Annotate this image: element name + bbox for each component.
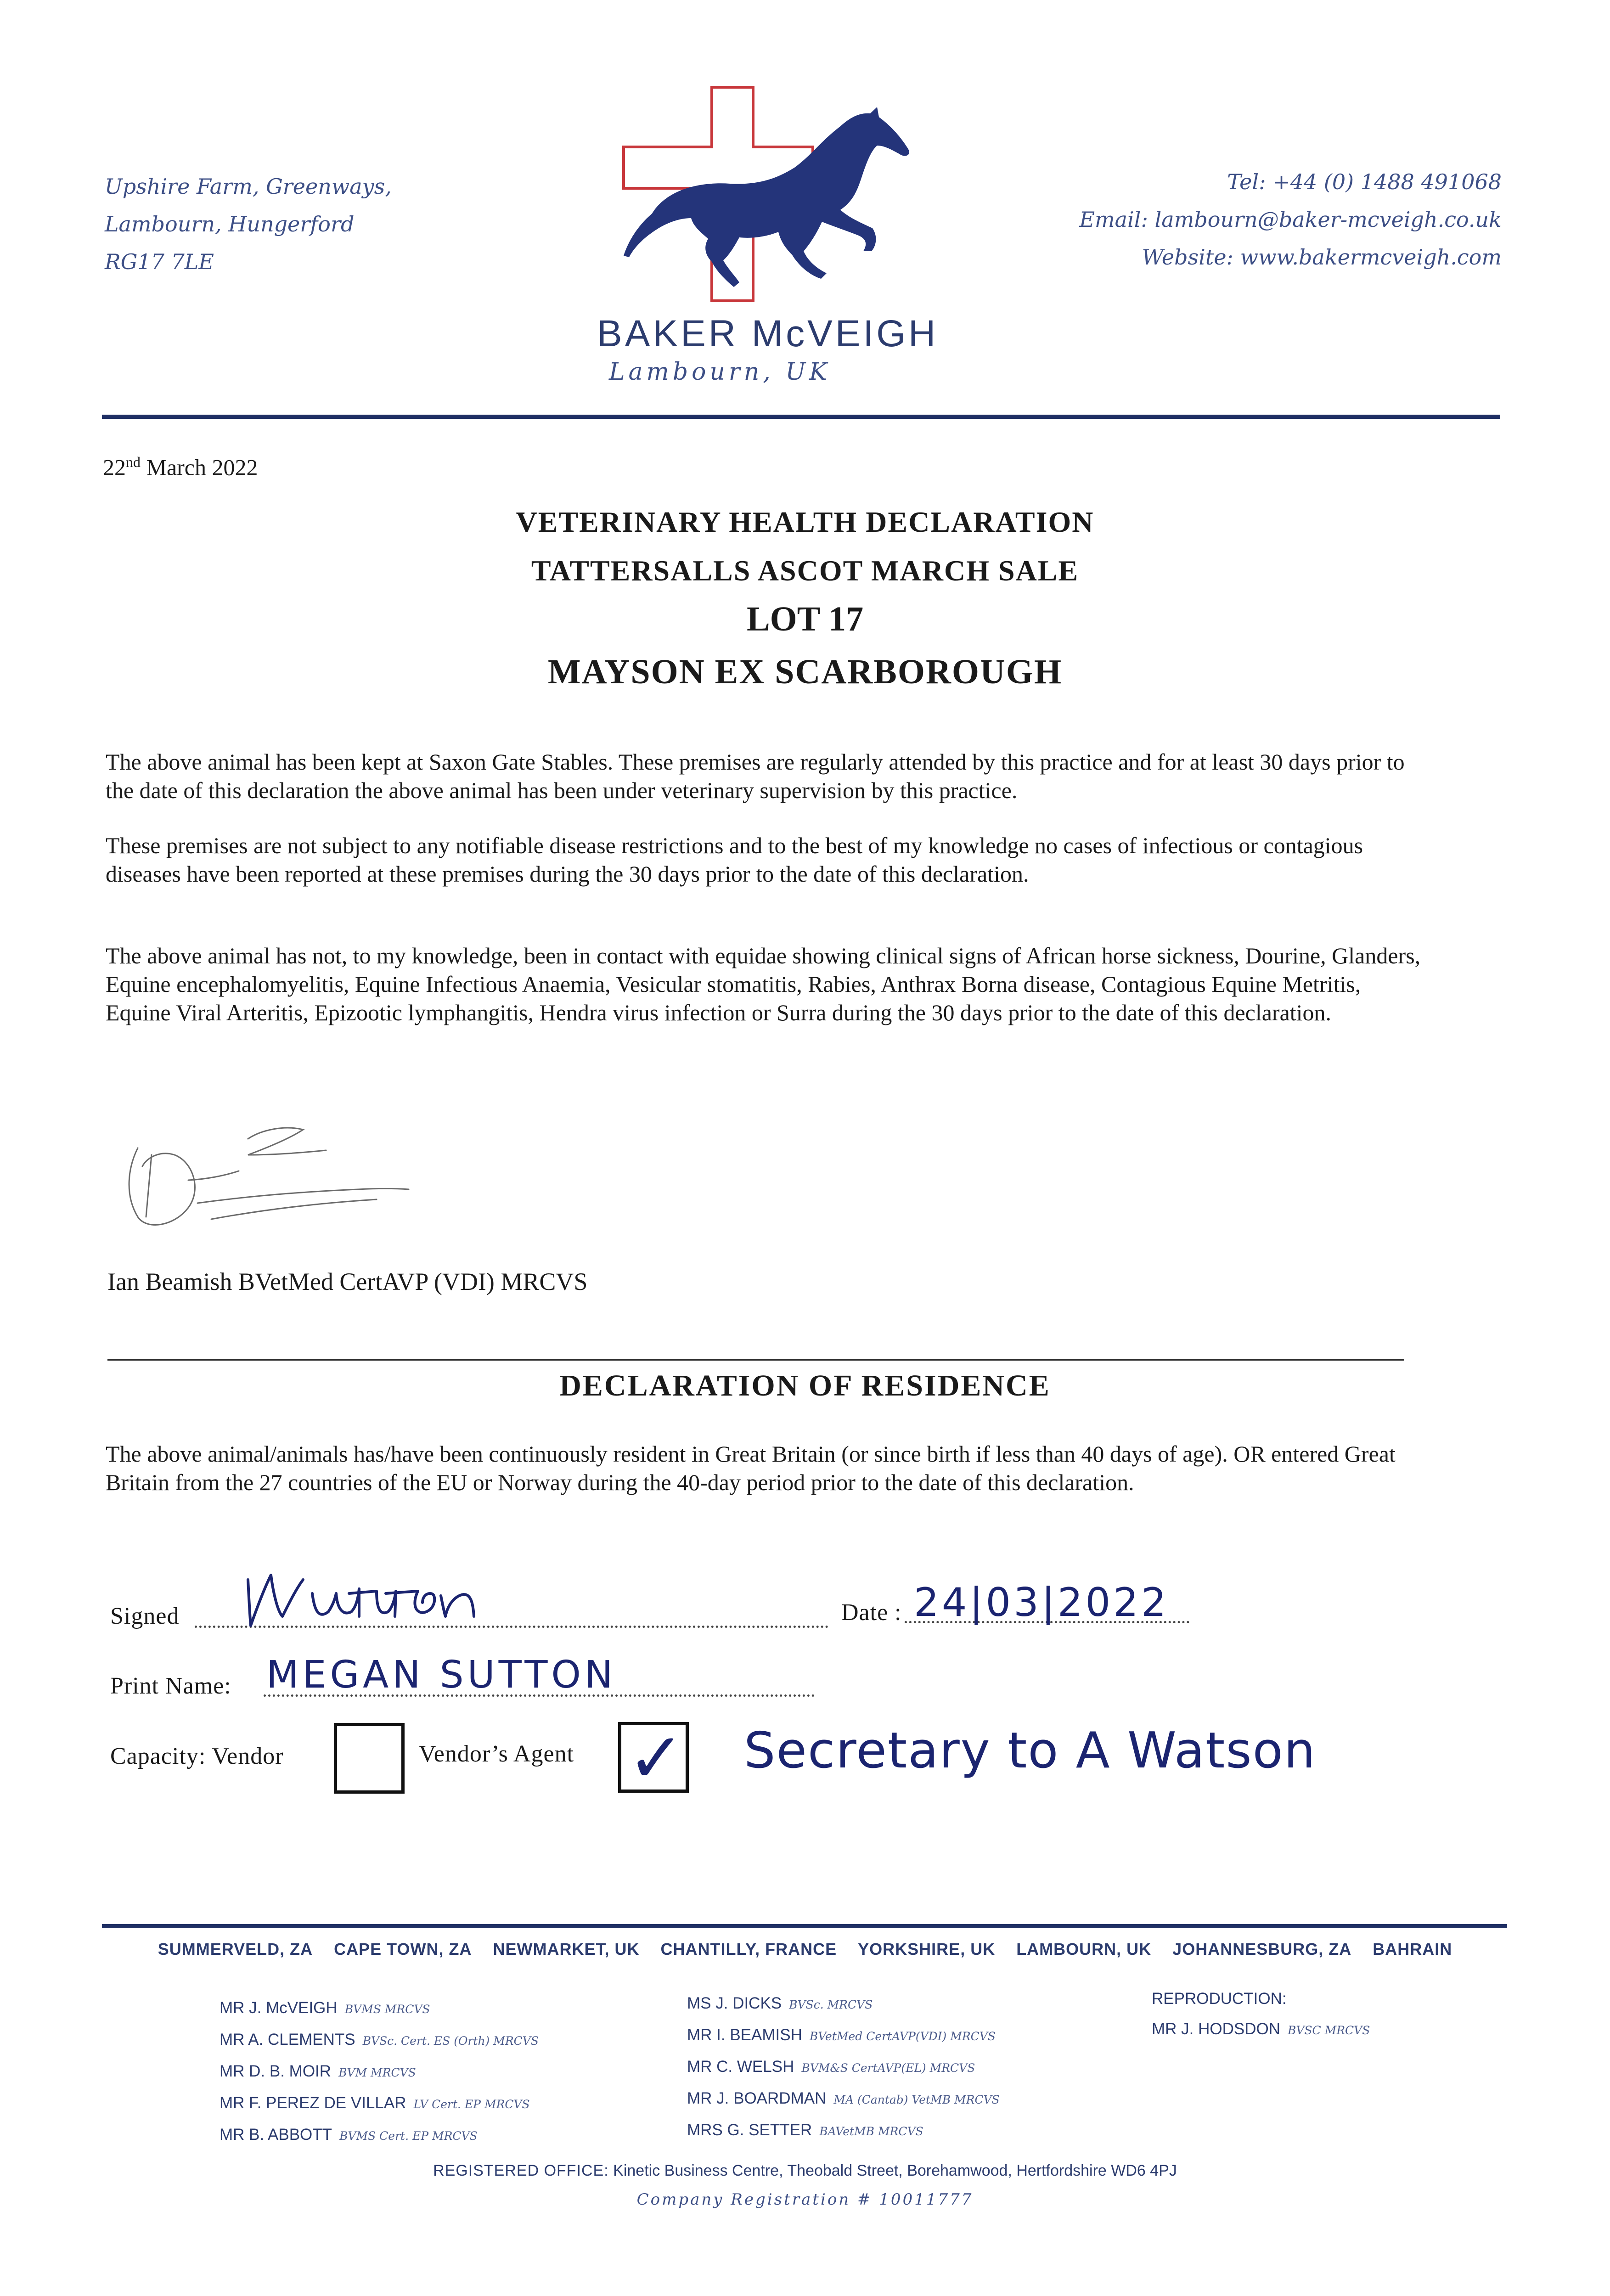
brand-name: BAKER McVEIGH	[597, 313, 939, 355]
office-locations	[0, 1940, 1610, 1959]
staff-member: MR F. PEREZ DE VILLAR LV Cert. EP MRCVS	[220, 2094, 530, 2112]
brand-location: Lambourn, UK	[609, 358, 831, 386]
registered-office-address: Kinetic Business Centre, Theobald Street, Borehamwood, Hertfordshire WD6 4PJ	[613, 2162, 1177, 2179]
title-lot: LOT 17	[746, 600, 864, 638]
office-location: CHANTILLY, FRANCE	[660, 1940, 837, 1958]
footer-divider	[102, 1924, 1507, 1928]
staff-column-2	[687, 1988, 1000, 2147]
residence-paragraph: The above animal/animals has/have been continuously resident in Great Britain (or since birth if less than 40 days of age). OR entered Great Britain from the 27 countries of the EU or Norway during the 40-day period prior to the date of this declaration.	[106, 1441, 1396, 1495]
paragraph-restrictions: These premises are not subject to any notifiable disease restrictions and to the best of my knowledge no cases of infectious or contagious diseases have been reported at these premises during the 30 days prior to the date of this declaration.	[106, 833, 1363, 887]
date-suffix: nd	[126, 454, 141, 470]
vendor-checkbox[interactable]	[334, 1723, 405, 1794]
office-location: BAHRAIN	[1373, 1940, 1452, 1958]
baker-mcveigh-logo	[602, 80, 978, 310]
paragraph-contact: The above animal has not, to my knowledge, been in contact with equidae showing clinical signs of African horse sickness, Dourine, Glanders, Equine encephalomyelitis, Equine Infectious Anaemia, Vesicular stomatitis, Rabies, Anthrax Borna disease, Contagious Equine Metritis, Equine Viral Arteritis, Epizootic lymphangitis, Hendra virus infection or Surra during the 30 days prior to the date of this declaration.	[106, 943, 1421, 1025]
owner-signature	[239, 1561, 496, 1635]
title-sale: TATTERSALLS ASCOT MARCH SALE	[531, 554, 1079, 587]
office-location: YORKSHIRE, UK	[858, 1940, 996, 1958]
office-location: CAPE TOWN, ZA	[334, 1940, 472, 1958]
running-horse-icon	[624, 107, 909, 287]
print-name-label: Print Name:	[110, 1673, 231, 1699]
reproduction-label: REPRODUCTION:	[1152, 1990, 1287, 2008]
date-label: Date :	[841, 1599, 902, 1626]
date-day: 22	[103, 454, 126, 480]
contact-email: Email: lambourn@baker-mcveigh.co.uk	[1079, 207, 1502, 232]
staff-member: MR D. B. MOIR BVM MRCVS	[220, 2062, 416, 2080]
staff-member: MR J. BOARDMAN MA (Cantab) VetMB MRCVS	[687, 2089, 1000, 2107]
staff-member: MR J. HODSDON BVSC MRCVS	[1152, 2020, 1370, 2038]
capacity-note: Secretary to A Watson	[744, 1722, 1317, 1779]
registered-office	[0, 2162, 1610, 2180]
office-location: SUMMERVELD, ZA	[158, 1940, 313, 1958]
staff-column-1	[220, 1993, 539, 2151]
contact-phone: Tel: +44 (0) 1488 491068	[1227, 169, 1502, 194]
check-mark-icon: ✓	[627, 1718, 685, 1798]
date-value: 24|03|2022	[914, 1580, 1169, 1626]
company-registration: Company Registration # 10011777	[636, 2190, 974, 2209]
vendors-agent-label: Vendor’s Agent	[419, 1741, 574, 1767]
staff-member: MR A. CLEMENTS BVSc. Cert. ES (Orth) MRCVS	[220, 2031, 539, 2048]
staff-member: MRS G. SETTER BAVetMB MRCVS	[687, 2121, 923, 2139]
staff-member: MR B. ABBOTT BVMS Cert. EP MRCVS	[220, 2126, 478, 2144]
header-divider	[102, 415, 1500, 419]
vet-signatory-name: Ian Beamish BVetMed CertAVP (VDI) MRCVS	[107, 1268, 588, 1295]
staff-member: MS J. DICKS BVSc. MRCVS	[687, 1994, 873, 2012]
document-date	[103, 454, 258, 481]
residence-heading: DECLARATION OF RESIDENCE	[559, 1369, 1051, 1402]
contact-website: Website: www.bakermcveigh.com	[1142, 245, 1502, 270]
address-line: Upshire Farm, Greenways,	[105, 174, 392, 199]
paragraph-supervision: The above animal has been kept at Saxon Gate Stables. These premises are regularly attended by this practice and for at least 30 days prior to the date of this declaration the above animal has been under veterinary supervision by this practice.	[106, 749, 1405, 803]
office-location: JOHANNESBURG, ZA	[1172, 1940, 1352, 1958]
capacity-vendor-label: Capacity: Vendor	[110, 1743, 284, 1769]
staff-member: MR I. BEAMISH BVetMed CertAVP(VDI) MRCVS	[687, 2026, 996, 2044]
date-month-year: March 2022	[141, 454, 258, 480]
contact-block	[1079, 163, 1502, 276]
registered-office-label: REGISTERED OFFICE:	[433, 2162, 609, 2179]
staff-member: MR J. McVEIGH BVMS MRCVS	[220, 1999, 430, 2017]
signed-label: Signed	[110, 1603, 180, 1629]
section-divider	[107, 1359, 1404, 1361]
address-line: Lambourn, Hungerford	[105, 212, 355, 236]
address-block	[105, 168, 392, 281]
staff-column-3	[1152, 1984, 1370, 2046]
office-location: LAMBOURN, UK	[1016, 1940, 1152, 1958]
print-name-value: MEGAN SUTTON	[266, 1653, 617, 1697]
vet-signature	[110, 1111, 413, 1249]
office-location: NEWMARKET, UK	[493, 1940, 640, 1958]
title-declaration: VETERINARY HEALTH DECLARATION	[516, 506, 1094, 538]
staff-member: MR C. WELSH BVM&S CertAVP(EL) MRCVS	[687, 2058, 975, 2076]
address-line: RG17 7LE	[105, 249, 214, 274]
title-horse: MAYSON EX SCARBOROUGH	[547, 653, 1063, 691]
